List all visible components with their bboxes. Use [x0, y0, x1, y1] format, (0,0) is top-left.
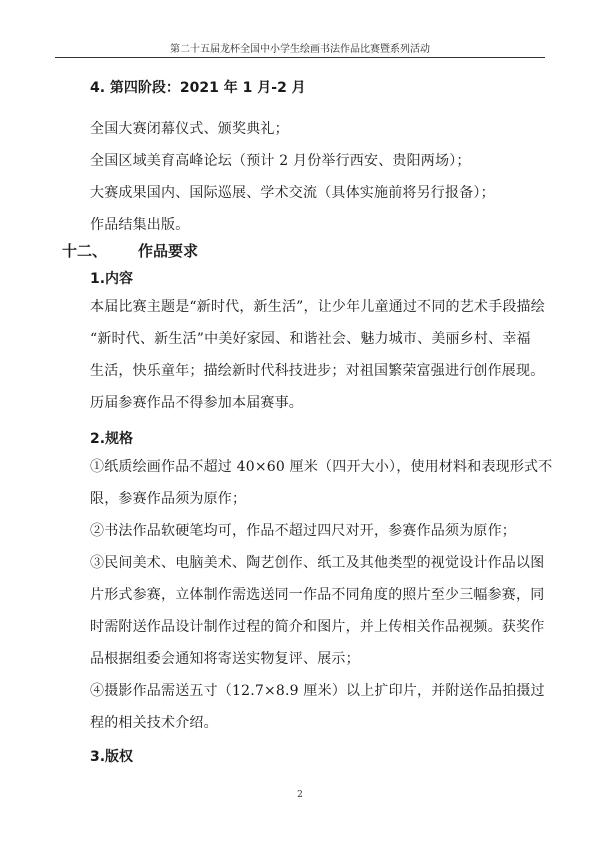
stage4-item: 全国区域美育高峰论坛（预计 2 月份举行西安、贵阳两场）；	[90, 153, 471, 169]
spec-line: ①纸质绘画作品不超过 40×60 厘米（四开大小），使用材料和表现形式不	[90, 459, 553, 475]
spec-line: 品根据组委会通知将寄送实物复评、展示；	[90, 651, 360, 667]
stage4-item: 大赛成果国内、国际巡展、学术交流（具体实施前将另行报备）；	[90, 185, 495, 201]
content-line: “新时代、新生活”中美好家园、和谐社会、魅力城市、美丽乡村、幸福	[90, 331, 531, 347]
header-rule	[55, 57, 545, 58]
spec-line: ③民间美术、电脑美术、陶艺创作、纸工及其他类型的视觉设计作品以图	[90, 555, 545, 571]
stage4-heading: 4. 第四阶段：2021 年 1 月-2 月	[90, 80, 306, 96]
running-header: 第二十五届龙杯全国中小学生绘画书法作品比赛暨系列活动	[170, 44, 430, 55]
spec-line: 时需附送作品设计制作过程的简介和图片，并上传相关作品视频。获奖作	[90, 619, 545, 635]
section-number: 十二、	[62, 242, 108, 260]
copyright-heading: 3.版权	[90, 749, 134, 765]
spec-line: ②书法作品软硬笔均可，作品不超过四尺对开，参赛作品须为原作；	[90, 523, 516, 539]
stage4-item: 全国大赛闭幕仪式、颁奖典礼；	[90, 121, 289, 137]
spec-line: 限，参赛作品须为原作；	[90, 491, 247, 507]
spec-line: 程的相关技术介绍。	[90, 715, 218, 731]
content-heading: 1.内容	[90, 271, 134, 287]
spec-heading: 2.规格	[90, 431, 134, 447]
section-heading	[62, 240, 198, 261]
stage4-block	[90, 78, 545, 241]
spec-paragraph	[90, 451, 553, 739]
page-number: 2	[297, 790, 303, 800]
stage4-item: 作品结集出版。	[90, 217, 190, 233]
content-line: 生活，快乐童年；描绘新时代科技进步；对祖国繁荣富强进行创作展现。	[90, 363, 545, 379]
content-line: 历届参赛作品不得参加本届赛事。	[90, 395, 303, 411]
spec-line: 片形式参赛，立体制作需选送同一作品不同角度的照片至少三幅参赛，同	[90, 587, 545, 603]
content-paragraph	[90, 291, 545, 419]
section-title: 作品要求	[138, 242, 199, 260]
spec-line: ④摄影作品需送五寸（12.7×8.9 厘米）以上扩印片，并附送作品拍摄过	[90, 683, 545, 699]
content-line: 本届比赛主题是“新时代，新生活”，让少年儿童通过不同的艺术手段描绘	[90, 299, 545, 315]
